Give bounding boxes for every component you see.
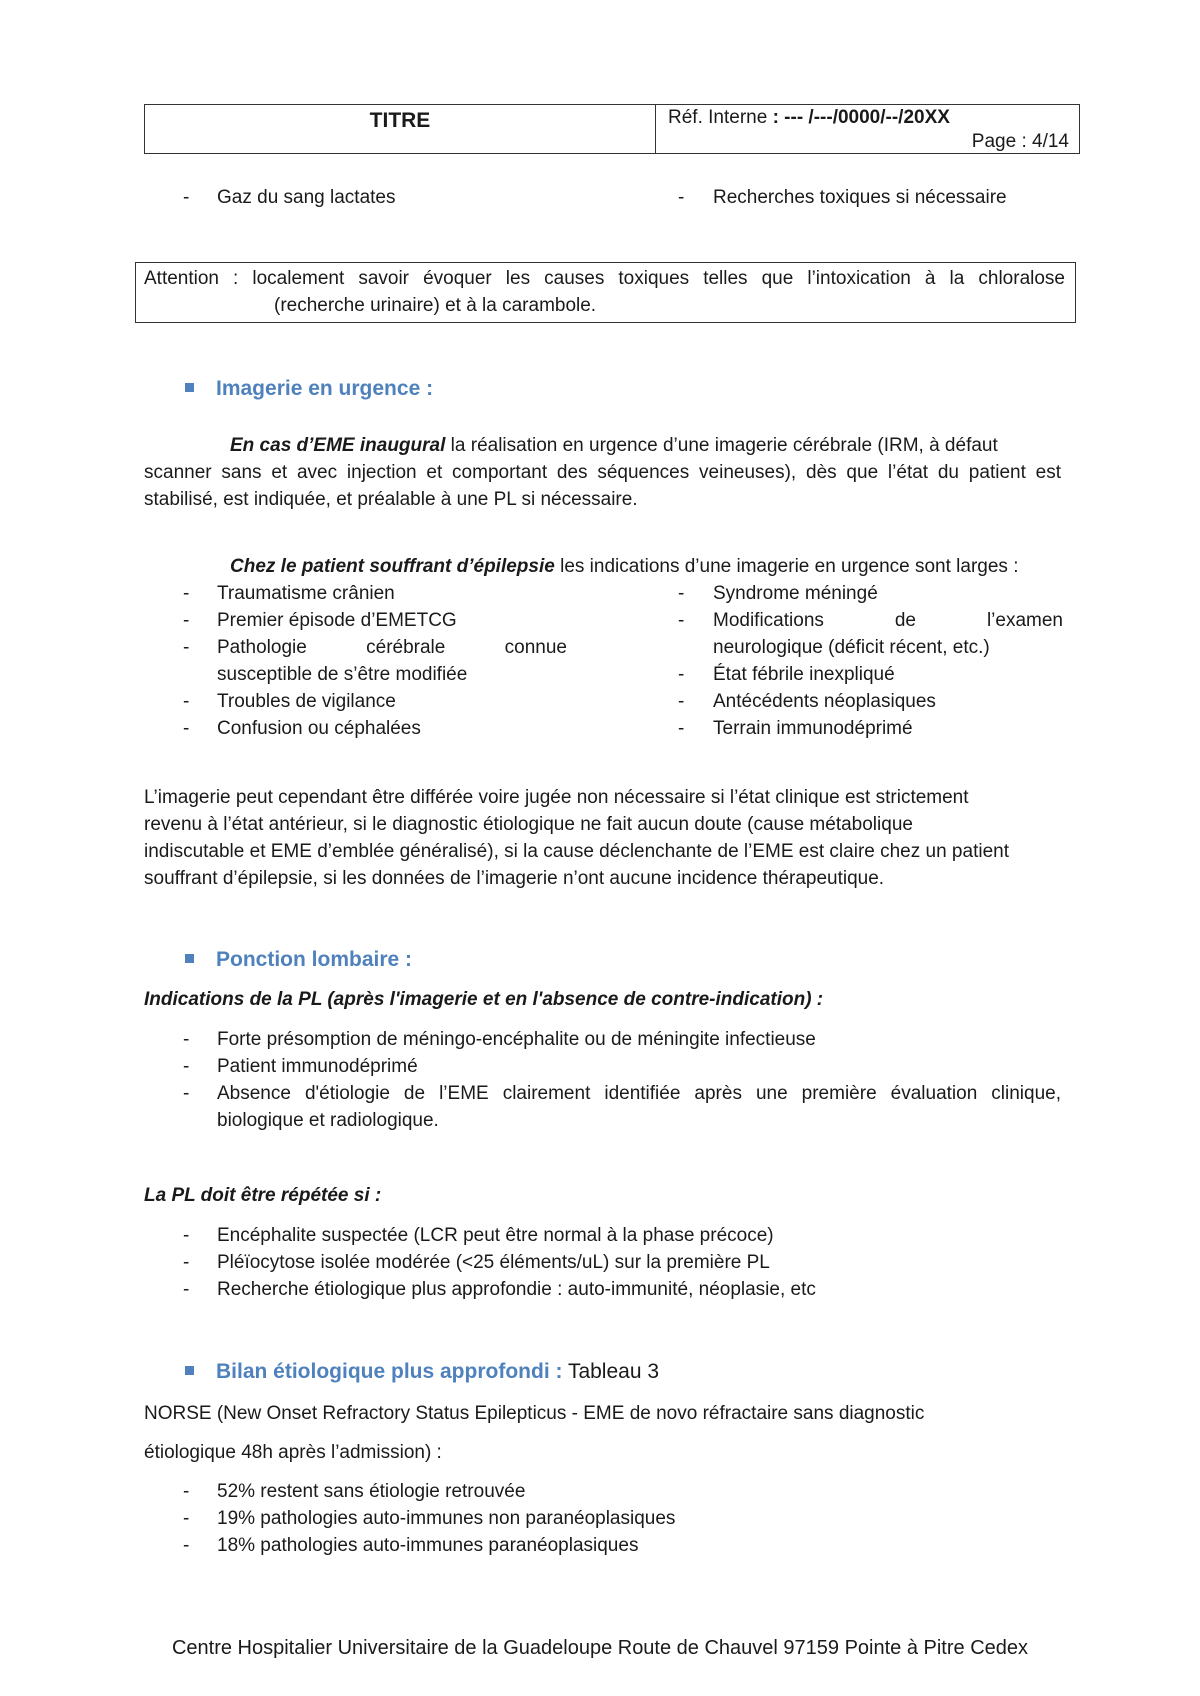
list-item: Antécédents néoplasiques: [713, 691, 936, 712]
document-header: [144, 104, 1080, 154]
list-item: Troubles de vigilance: [217, 691, 396, 712]
list-dash: -: [183, 1029, 190, 1050]
emphasis-text: En cas d’EME inaugural: [230, 435, 446, 456]
list-dash: -: [678, 187, 685, 208]
list-dash: -: [183, 1225, 190, 1246]
square-bullet-icon: [185, 1366, 194, 1375]
list-item: Recherches toxiques si nécessaire: [713, 187, 1007, 208]
paragraph-line: souffrant d’épilepsie, si les données de l’imagerie n’ont aucune incidence thérapeutique.: [144, 868, 885, 889]
list-item: 19% pathologies auto-immunes non paranéoplasiques: [217, 1508, 676, 1529]
list-dash: -: [678, 718, 685, 739]
list-dash: -: [678, 664, 685, 685]
attention-box: [135, 262, 1076, 323]
header-reference-cell: [656, 105, 1079, 153]
list-dash: -: [183, 1508, 190, 1529]
subheading: Indications de la PL (après l'imagerie et en l'absence de contre-indication) :: [144, 989, 824, 1010]
paragraph-line: scanner sans et avec injection et comportant des séquences veineuses), dès que l’état du patient est: [144, 462, 1061, 483]
list-item: Patient immunodéprimé: [217, 1056, 418, 1077]
section-heading-text: Imagerie en urgence :: [216, 377, 434, 400]
section-heading-text: Ponction lombaire :: [216, 948, 413, 971]
list-dash: -: [678, 610, 685, 631]
reference-value: : --- /---/0000/--/20XX: [772, 107, 950, 128]
subheading: La PL doit être répétée si :: [144, 1185, 382, 1206]
paragraph-line: revenu à l’état antérieur, si le diagnostic étiologique ne fait aucun doute (cause métabolique: [144, 814, 913, 835]
paragraph-line: L’imagerie peut cependant être différée voire jugée non nécessaire si l’état clinique est strictement: [144, 787, 969, 808]
paragraph-line: NORSE (New Onset Refractory Status Epilepticus - EME de novo réfractaire sans diagnostic: [144, 1403, 925, 1424]
list-dash: -: [678, 583, 685, 604]
attention-line-1: Attention : localement savoir évoquer les causes toxiques telles que l’intoxication à la chloralose: [144, 268, 1065, 289]
list-item: Premier épisode d’EMETCG: [217, 610, 457, 631]
list-item: Absence d'étiologie de l’EME clairement identifiée après une première évaluation clinique,: [217, 1083, 1061, 1104]
list-dash: -: [183, 1279, 190, 1300]
list-item: Gaz du sang lactates: [217, 187, 396, 208]
list-item: Recherche étiologique plus approfondie : auto-immunité, néoplasie, etc: [217, 1279, 816, 1300]
paragraph-text: les indications d’une imagerie en urgence sont larges :: [554, 556, 1019, 577]
list-item: Pathologie cérébrale connue: [217, 637, 567, 658]
section-heading-ponction: [185, 946, 412, 974]
list-item: Modifications de l’examen: [713, 610, 1063, 631]
paragraph-line: [230, 553, 1019, 580]
list-item-continued: susceptible de s’être modifiée: [217, 664, 468, 685]
list-dash: -: [183, 187, 190, 208]
list-item-continued: neurologique (déficit récent, etc.): [713, 637, 990, 658]
list-dash: -: [183, 1535, 190, 1556]
list-dash: -: [678, 691, 685, 712]
section-heading-bilan: [185, 1358, 659, 1386]
paragraph-line: indiscutable et EME d’emblée généralisé), si la cause déclenchante de l’EME est claire chez un patient: [144, 841, 1009, 862]
paragraph-line: stabilisé, est indiquée, et préalable à une PL si nécessaire.: [144, 489, 638, 510]
list-item: Syndrome méningé: [713, 583, 878, 604]
list-dash: -: [183, 1083, 190, 1104]
list-dash: -: [183, 1252, 190, 1273]
list-item: 52% restent sans étiologie retrouvée: [217, 1481, 526, 1502]
section-heading-imagerie: [185, 375, 433, 403]
list-dash: -: [183, 1056, 190, 1077]
paragraph-line: [230, 432, 998, 459]
list-item: Confusion ou céphalées: [217, 718, 421, 739]
emphasis-text: Chez le patient souffrant d’épilepsie: [230, 556, 555, 577]
list-item: Terrain immunodéprimé: [713, 718, 913, 739]
page-footer: Centre Hospitalier Universitaire de la Guadeloupe Route de Chauvel 97159 Pointe à Pitre Cedex: [171, 1637, 1029, 1659]
list-item: Traumatisme crânien: [217, 583, 395, 604]
table-reference: Tableau 3: [562, 1360, 660, 1383]
paragraph-line: étiologique 48h après l’admission) :: [144, 1442, 442, 1463]
section-heading-text: Bilan étiologique plus approfondi :: [216, 1360, 563, 1383]
list-dash: -: [183, 691, 190, 712]
document-title: TITRE: [145, 105, 656, 153]
list-dash: -: [183, 637, 190, 658]
reference-label: Réf. Interne: [668, 107, 768, 128]
list-dash: -: [183, 583, 190, 604]
list-item: Pléïocytose isolée modérée (<25 éléments/uL) sur la première PL: [217, 1252, 770, 1273]
list-item: 18% pathologies auto-immunes paranéoplasiques: [217, 1535, 639, 1556]
square-bullet-icon: [185, 954, 194, 963]
list-item: Encéphalite suspectée (LCR peut être normal à la phase précoce): [217, 1225, 774, 1246]
square-bullet-icon: [185, 383, 194, 392]
list-dash: -: [183, 718, 190, 739]
list-item-continued: biologique et radiologique.: [217, 1110, 439, 1131]
attention-line-2: (recherche urinaire) et à la carambole.: [274, 295, 597, 316]
list-dash: -: [183, 1481, 190, 1502]
list-item: Forte présomption de méningo-encéphalite ou de méningite infectieuse: [217, 1029, 816, 1050]
list-dash: -: [183, 610, 190, 631]
reference-line: [668, 107, 950, 129]
list-item: État fébrile inexpliqué: [713, 664, 895, 685]
page-number: Page : 4/14: [971, 131, 1069, 152]
paragraph-text: la réalisation en urgence d’une imagerie cérébrale (IRM, à défaut: [445, 435, 998, 456]
